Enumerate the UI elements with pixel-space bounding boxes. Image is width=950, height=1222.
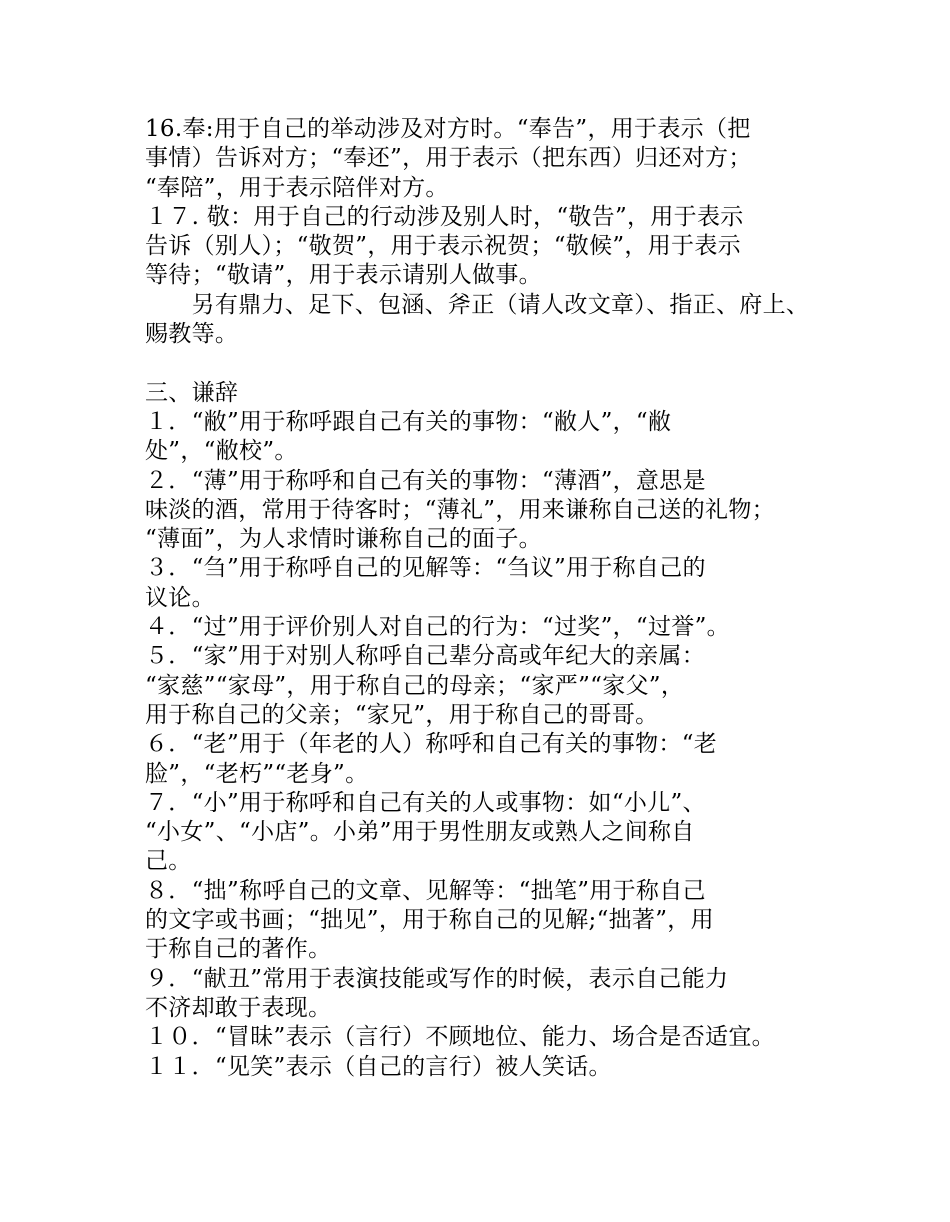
blank-line xyxy=(145,349,825,378)
text-line-8: 赐教等。 xyxy=(145,321,239,348)
text-line-17: 议论。 xyxy=(145,584,215,611)
text-line-3: “奉陪”，用于表示陪伴对方。 xyxy=(145,174,449,201)
text-line-11: １．“敝”用于称呼跟自己有关的事物：“敝人”，“敝 xyxy=(145,408,672,435)
document-body xyxy=(145,115,825,1082)
text-line-27: ８．“拙”称呼自己的文章、见解等：“拙笔”用于称自己 xyxy=(145,877,706,904)
text-line-24: ７．“小”用于称呼和自己有关的人或事物：如“小儿”、 xyxy=(145,789,706,816)
text-line-14: 味淡的酒，常用于待客时；“薄礼”，用来谦称自己送的礼物； xyxy=(145,496,775,523)
text-line-31: 不济却敢于表现。 xyxy=(145,994,332,1021)
text-line-4: １７. 敬：用于自己的行动涉及别人时，“敬告”，用于表示 xyxy=(145,203,744,230)
text-line-26: 己。 xyxy=(145,848,192,875)
text-line-22: ６．“老”用于（年老的人）称呼和自己有关的事物：“老 xyxy=(145,731,718,758)
section-heading: 三、谦辞 xyxy=(145,379,239,406)
text-line-12: 处”，“敝校”。 xyxy=(145,438,298,465)
text-line-28: 的文字或书画；“拙见”，用于称自己的见解;“拙著”，用 xyxy=(145,907,714,934)
text-line-29: 于称自己的著作。 xyxy=(145,936,332,963)
text-line-20: “家慈”“家母”，用于称自己的母亲；“家严”“家父”， xyxy=(145,672,685,699)
text-line-32: １０．“冒昧”表示（言行）不顾地位、能力、场合是否适宜。 xyxy=(145,1024,775,1051)
text-line-15: “薄面”，为人求情时谦称自己的面子。 xyxy=(145,526,542,553)
text-line-6: 等待；“敬请”，用于表示请别人做事。 xyxy=(145,262,542,289)
text-line-13: ２．“薄”用于称呼和自己有关的事物：“薄酒”，意思是 xyxy=(145,467,706,494)
text-line-1: 16.奉:用于自己的举动涉及对方时。“奉告”，用于表示（把 xyxy=(145,116,751,142)
text-line-33: １１．“见笑”表示（自己的言行）被人笑话。 xyxy=(145,1053,612,1080)
text-line-19: ５．“家”用于对别人称呼自己辈分高或年纪大的亲属： xyxy=(145,643,706,670)
text-line-7: 另有鼎力、足下、包涵、斧正（请人改文章）、指正、府上、 xyxy=(145,291,810,318)
text-line-30: ９．“献丑”常用于表演技能或写作的时候，表示自己能力 xyxy=(145,965,729,992)
text-line-5: 告诉（别人）；“敬贺”，用于表示祝贺；“敬候”，用于表示 xyxy=(145,233,741,260)
text-line-25: “小女”、“小店”。小弟”用于男性朋友或熟人之间称自 xyxy=(145,819,695,846)
text-line-23: 脸”，“老朽”“老身”。 xyxy=(145,760,369,787)
text-line-18: ４．“过”用于评价别人对自己的行为：“过奖”，“过誉”。 xyxy=(145,614,730,641)
text-line-21: 用于称自己的父亲；“家兄”，用于称自己的哥哥。 xyxy=(145,701,659,728)
text-line-16: ３．“刍”用于称呼自己的见解等：“刍议”用于称自己的 xyxy=(145,555,706,582)
text-line-2: 事情）告诉对方；“奉还”，用于表示（把东西）归还对方； xyxy=(145,145,752,172)
